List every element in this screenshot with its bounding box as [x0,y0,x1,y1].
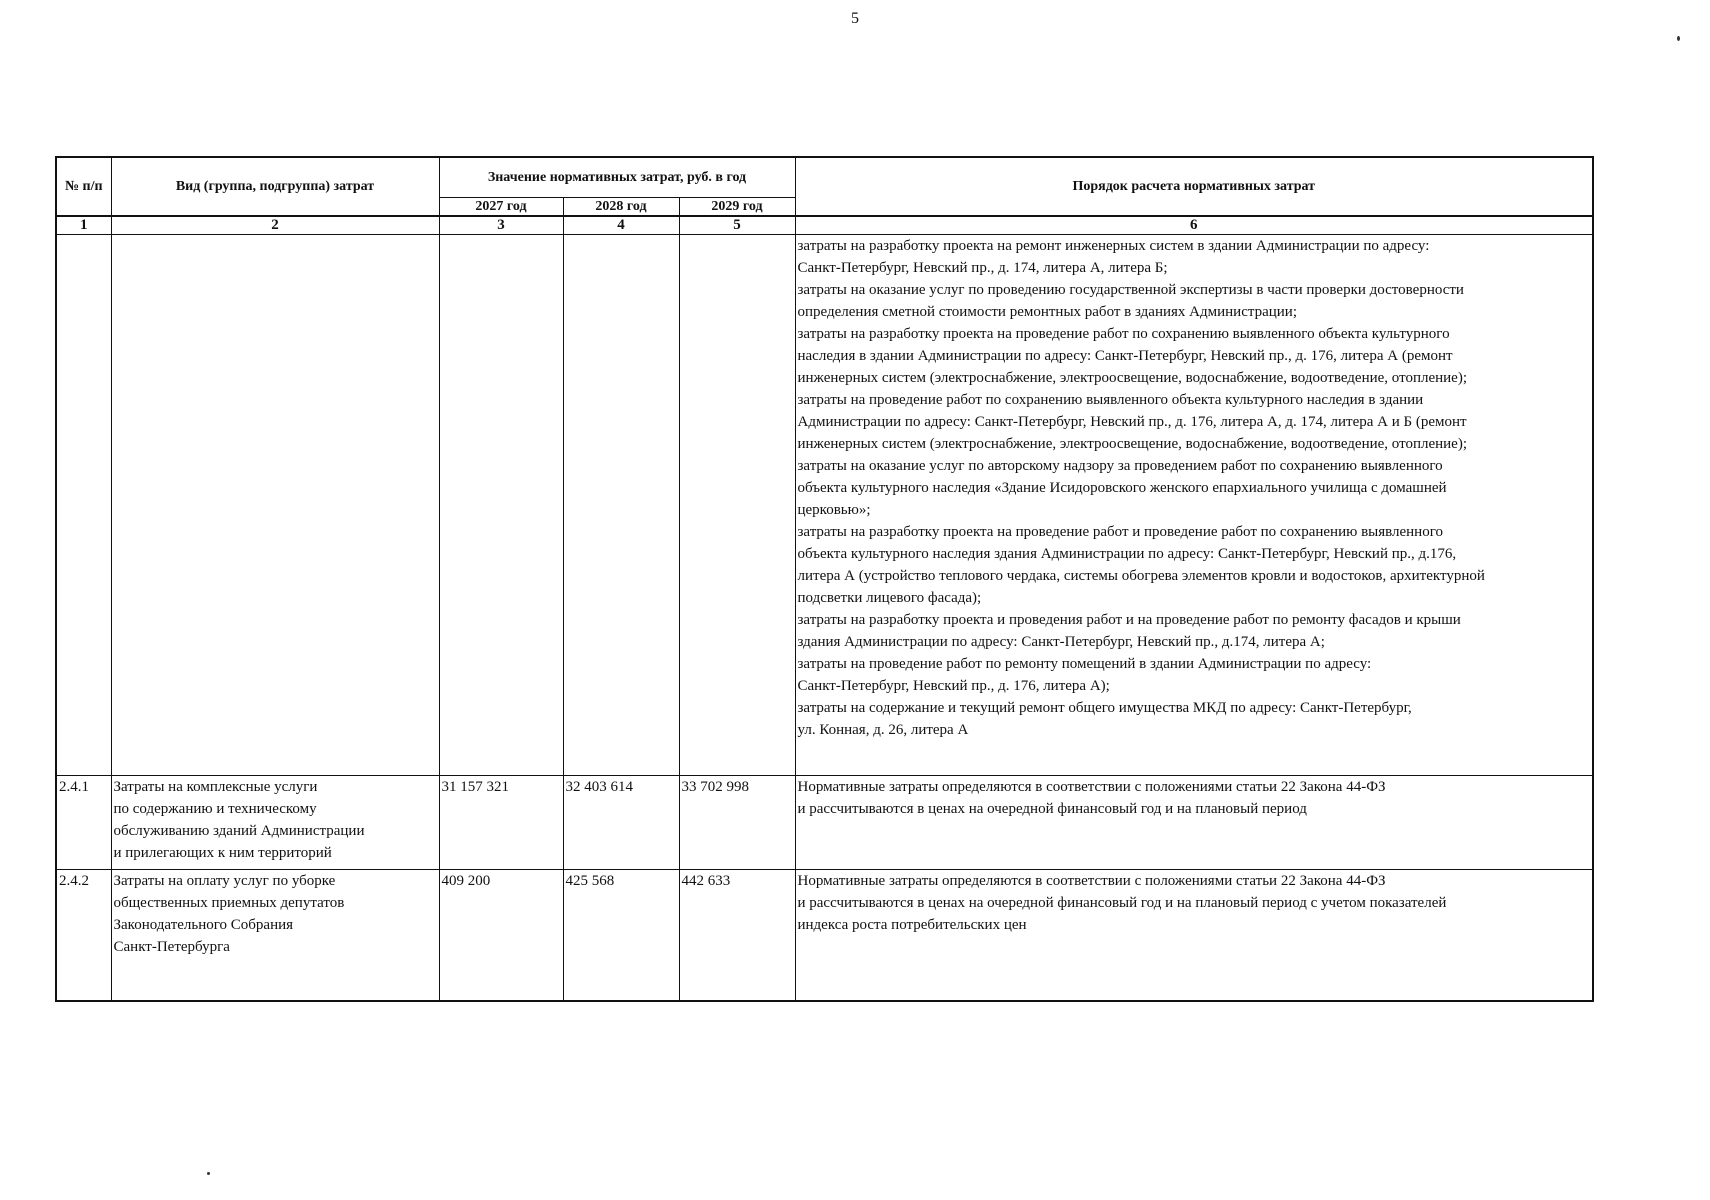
procedure-line: объекта культурного наследия «Здание Исидоровского женского епархиального училища с домашней [797,480,1447,496]
cost-type-line: Затраты на комплексные услуги [113,779,318,795]
header-year-2028: 2028 год [563,197,679,216]
cost-type-line: и прилегающих к ним территорий [113,845,332,861]
value-2029: 33 702 998 [679,776,795,870]
procedure-line: затраты на оказание услуг по проведению государственной экспертизы в части проверки достоверности [797,282,1464,298]
procedure-line: инженерных систем (электроснабжение, электроосвещение, водоснабжение, водоотведение, отопление); [797,370,1467,386]
table-row [56,870,1593,1001]
scan-speck [1677,36,1680,41]
procedure-line: индекса роста потребительских цен [797,917,1027,933]
procedure-line: определения сметной стоимости ремонтных работ в зданиях Администрации; [797,304,1297,320]
column-number: 5 [679,216,795,235]
cost-type-line: Законодательного Собрания [113,917,294,933]
procedure-cell [795,870,1593,1001]
scan-speck [207,1172,210,1175]
table-row-continuation [56,235,1593,776]
value-2027: 31 157 321 [439,776,563,870]
value-2028: 32 403 614 [563,776,679,870]
normative-costs-table [55,156,1594,1002]
value-2028: 425 568 [563,870,679,1001]
procedure-line: затраты на разработку проекта на проведение работ и проведение работ по сохранению выявленного [797,524,1443,540]
table-row [56,776,1593,870]
header-row [56,157,1593,197]
row-number: 2.4.2 [56,870,111,1001]
column-number: 2 [111,216,439,235]
procedure-cell [795,776,1593,870]
header-num: № п/п [56,157,111,216]
cost-type-line: общественных приемных депутатов [113,895,345,911]
cost-type-line: Санкт-Петербурга [113,939,230,955]
procedure-line: наследия в здании Администрации по адресу: Санкт-Петербург, Невский пр., д. 176, литера А (ремонт [797,348,1453,364]
procedure-line: Нормативные затраты определяются в соответствии с положениями статьи 22 Закона 44-ФЗ [797,779,1386,795]
procedure-line: Администрации по адресу: Санкт-Петербург, Невский пр., д. 176, литера А, д. 174, литера А и Б (ремонт [797,414,1467,430]
column-number-row [56,216,1593,235]
header-values-group: Значение нормативных затрат, руб. в год [439,157,795,197]
column-number: 1 [56,216,111,235]
procedure-line: объекта культурного наследия здания Администрации по адресу: Санкт-Петербург, Невский пр., д.176, [797,546,1457,562]
column-number: 3 [439,216,563,235]
procedure-line: затраты на содержание и текущий ремонт общего имущества МКД по адресу: Санкт-Петербург, [797,700,1412,716]
cell-empty [56,235,111,776]
cell-empty [679,235,795,776]
procedure-line: Санкт-Петербург, Невский пр., д. 174, литера А, литера Б; [797,260,1168,276]
procedure-line: затраты на проведение работ по ремонту помещений в здании Администрации по адресу: [797,656,1372,672]
continuation-procedure-cell [795,235,1593,776]
cell-empty [563,235,679,776]
cell-empty [439,235,563,776]
cost-type-line: Затраты на оплату услуг по уборке [113,873,336,889]
cost-type-line: по содержанию и техническому [113,801,317,817]
page-number: 5 [851,10,859,27]
row-number: 2.4.1 [56,776,111,870]
procedure-line: и рассчитываются в ценах на очередной финансовый год и на плановый период с учетом показателей [797,895,1447,911]
value-2029: 442 633 [679,870,795,1001]
header-year-2029: 2029 год [679,197,795,216]
cost-type-cell [111,776,439,870]
value-2027: 409 200 [439,870,563,1001]
header-year-2027: 2027 год [439,197,563,216]
cost-type-cell [111,870,439,1001]
procedure-line: инженерных систем (электроснабжение, электроосвещение, водоснабжение, водоотведение, отопление); [797,436,1467,452]
procedure-line: Нормативные затраты определяются в соответствии с положениями статьи 22 Закона 44-ФЗ [797,873,1386,889]
procedure-line: затраты на проведение работ по сохранению выявленного объекта культурного наследия в здании [797,392,1424,408]
cell-empty [111,235,439,776]
procedure-line: литера А (устройство теплового чердака, системы обогрева элементов кровли и водостоков, архитектурной [797,568,1485,584]
column-number: 4 [563,216,679,235]
procedure-line: затраты на оказание услуг по авторскому надзору за проведением работ по сохранению выявленного [797,458,1443,474]
procedure-line: подсветки лицевого фасада); [797,590,982,606]
cost-type-line: обслуживанию зданий Администрации [113,823,365,839]
procedure-line: церковью»; [797,502,871,518]
procedure-line: затраты на разработку проекта на ремонт инженерных систем в здании Администрации по адресу: [797,238,1430,254]
header-procedure: Порядок расчета нормативных затрат [795,157,1593,216]
procedure-line: затраты на разработку проекта и проведения работ и на проведение работ по ремонту фасадов и крыши [797,612,1461,628]
procedure-line: затраты на разработку проекта на проведение работ по сохранению выявленного объекта культурного [797,326,1450,342]
procedure-line: и рассчитываются в ценах на очередной финансовый год и на плановый период [797,801,1307,817]
procedure-line: Санкт-Петербург, Невский пр., д. 176, литера А); [797,678,1110,694]
header-cost-type: Вид (группа, подгруппа) затрат [111,157,439,216]
column-number: 6 [795,216,1593,235]
procedure-line: здания Администрации по адресу: Санкт-Петербург, Невский пр., д.174, литера А; [797,634,1325,650]
procedure-line: ул. Конная, д. 26, литера А [797,722,969,738]
